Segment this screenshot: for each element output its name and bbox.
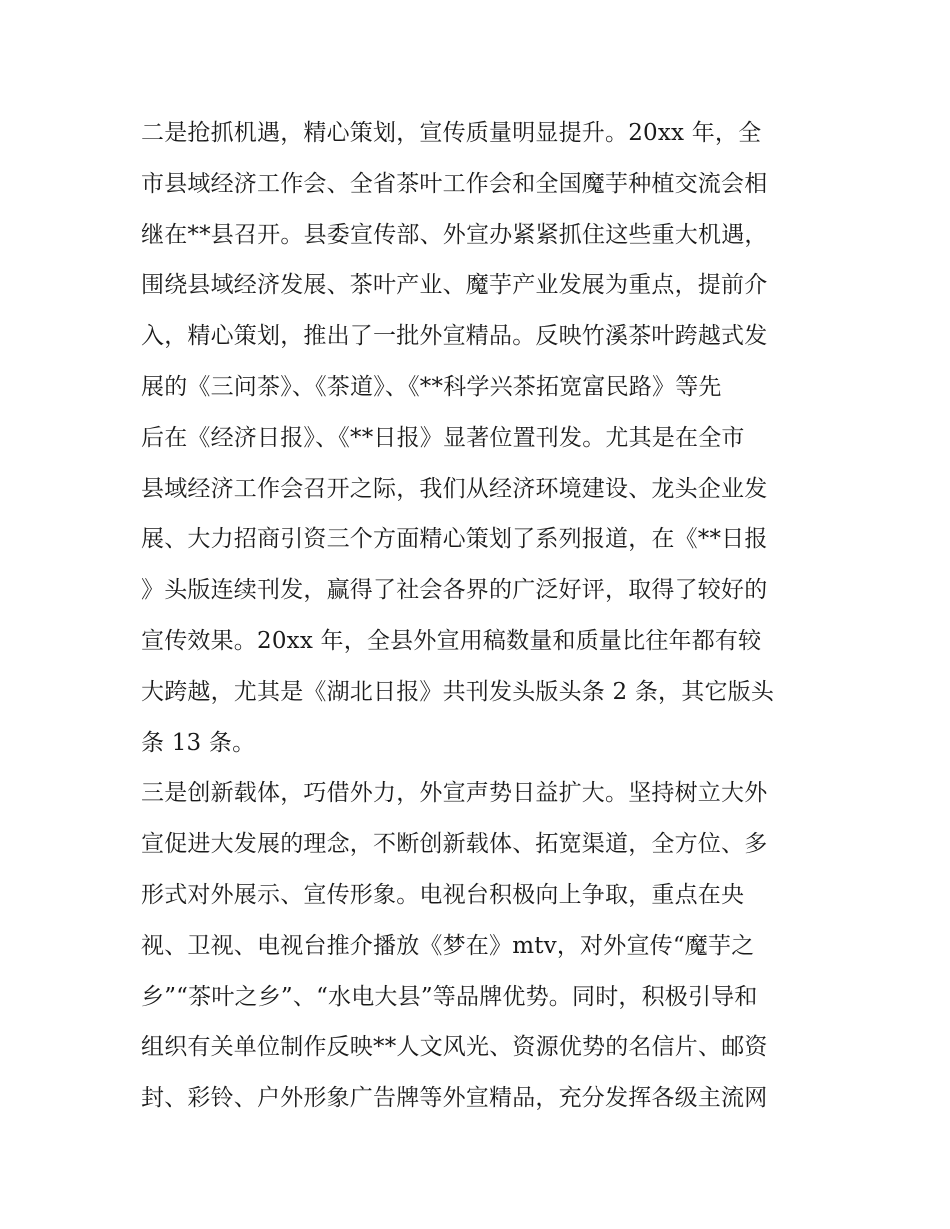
text-line: 展、大力招商引资三个方面精心策划了系列报道，在《**日报 bbox=[141, 526, 768, 553]
text-line: 入，精心策划，推出了一批外宣精品。反映竹溪茶叶跨越式发 bbox=[141, 323, 768, 350]
text-line: 围绕县域经济发展、茶叶产业、魔芋产业发展为重点，提前介 bbox=[141, 272, 768, 299]
text-line: 展的《三问茶》、《茶道》、《**科学兴茶拓宽富民路》等先 bbox=[141, 373, 722, 400]
text-line: 市县域经济工作会、全省茶叶工作会和全国魔芋种植交流会相 bbox=[141, 170, 768, 197]
text-line: 二是抢抓机遇，精心策划，宣传质量明显提升。20xx 年，全 bbox=[141, 120, 762, 146]
text-line: 继在**县召开。县委宣传部、外宣办紧紧抓住这些重大机遇， bbox=[141, 221, 768, 248]
text-line: 视、卫视、电视台推介播放《梦在》mtv，对外宣传“魔芋之 bbox=[141, 932, 755, 959]
text-line: 大跨越，尤其是《湖北日报》共刊发头版头条 2 条，其它版头 bbox=[141, 678, 775, 705]
text-line: 县域经济工作会召开之际，我们从经济环境建设、龙头企业发 bbox=[141, 475, 768, 502]
text-line: 组织有关单位制作反映**人文风光、资源优势的名信片、邮资 bbox=[141, 1034, 768, 1061]
text-line: 条 13 条。 bbox=[141, 729, 256, 756]
text-line: 后在《经济日报》、《**日报》显著位置刊发。尤其是在全市 bbox=[141, 424, 745, 451]
text-line: 乡”“茶叶之乡”、“水电大县”等品牌优势。同时，积极引导和 bbox=[141, 983, 758, 1010]
text-line: 封、彩铃、户外形象广告牌等外宣精品，充分发挥各级主流网 bbox=[141, 1085, 768, 1112]
text-line: 三是创新载体，巧借外力，外宣声势日益扩大。坚持树立大外 bbox=[141, 780, 768, 807]
text-line: 》头版连续刊发，赢得了社会各界的广泛好评，取得了较好的 bbox=[141, 577, 768, 604]
text-line: 形式对外展示、宣传形象。电视台积极向上争取，重点在央 bbox=[141, 881, 745, 908]
text-line: 宣促进大发展的理念，不断创新载体、拓宽渠道，全方位、多 bbox=[141, 831, 768, 858]
body-text bbox=[141, 108, 821, 1124]
text-line: 宣传效果。20xx 年，全县外宣用稿数量和质量比往年都有较 bbox=[141, 627, 762, 654]
